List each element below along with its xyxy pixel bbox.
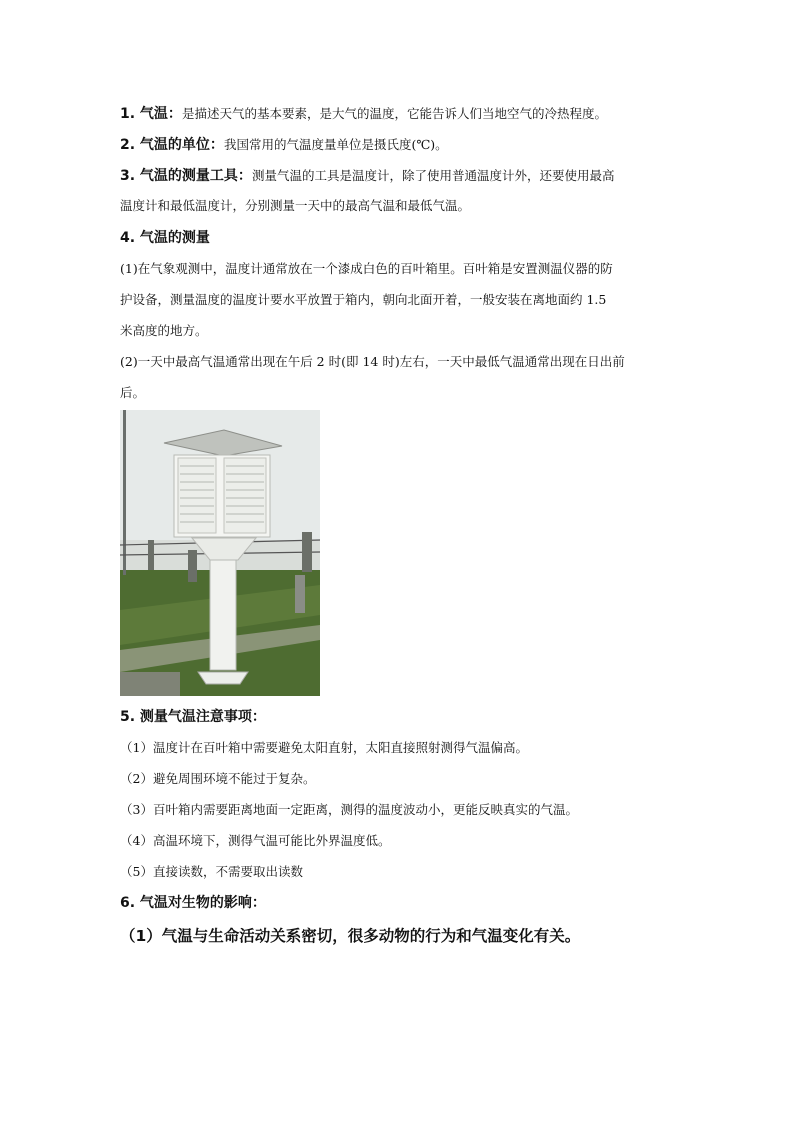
note-item-2: （2）避免周围环境不能过于复杂。	[120, 771, 316, 786]
item-2-title: 2. 气温的单位：	[120, 137, 224, 153]
effects-title: 6. 气温对生物的影响：	[120, 895, 266, 911]
note-item-5: （5）直接读数，不需要取出读数	[120, 864, 303, 879]
note-item-4: （4）高温环境下，测得气温可能比外界温度低。	[120, 833, 391, 848]
measure-p1-line3: 米高度的地方。	[120, 323, 208, 338]
item-2-text: 我国常用的气温度量单位是摄氏度(℃)。	[223, 137, 448, 152]
note-item-1: （1）温度计在百叶箱中需要避免太阳直射，太阳直接照射测得气温偏高。	[120, 740, 528, 755]
note-item-3: （3）百叶箱内需要距离地面一定距离，测得的温度波动小，更能反映真实的气温。	[120, 802, 578, 817]
item-3-text-cont: 温度计和最低温度计，分别测量一天中的最高气温和最低气温。	[120, 198, 471, 213]
item-3	[120, 165, 614, 185]
item-1-title: 1. 气温：	[120, 106, 182, 122]
measure-p2-line2: 后。	[120, 385, 146, 400]
item-3-title: 3. 气温的测量工具：	[120, 168, 252, 184]
louvered-screen-photo	[120, 410, 320, 696]
measure-p1-line1: (1)在气象观测中，温度计通常放在一个漆成白色的百叶箱里。百叶箱是安置测温仪器的防	[120, 261, 613, 276]
notes-title: 5. 测量气温注意事项：	[120, 709, 266, 725]
item-1	[120, 103, 607, 123]
item-1-text: 是描述天气的基本要素，是大气的温度，它能告诉人们当地空气的冷热程度。	[181, 106, 607, 121]
item-3-text: 测量气温的工具是温度计，除了使用普通温度计外，还要使用最高	[251, 168, 615, 183]
effects-item-1: （1）气温与生命活动关系密切，很多动物的行为和气温变化有关。	[120, 927, 581, 945]
measure-p1-line2: 护设备，测量温度的温度计要水平放置于箱内，朝向北面开着，一般安装在离地面约 1.5	[120, 292, 607, 307]
measure-p2-line1: (2)一天中最高气温通常出现在午后 2 时(即 14 时)左右，一天中最低气温通常出现在日出前	[120, 354, 625, 369]
item-4-title: 4. 气温的测量	[120, 230, 210, 246]
item-2	[120, 134, 448, 154]
